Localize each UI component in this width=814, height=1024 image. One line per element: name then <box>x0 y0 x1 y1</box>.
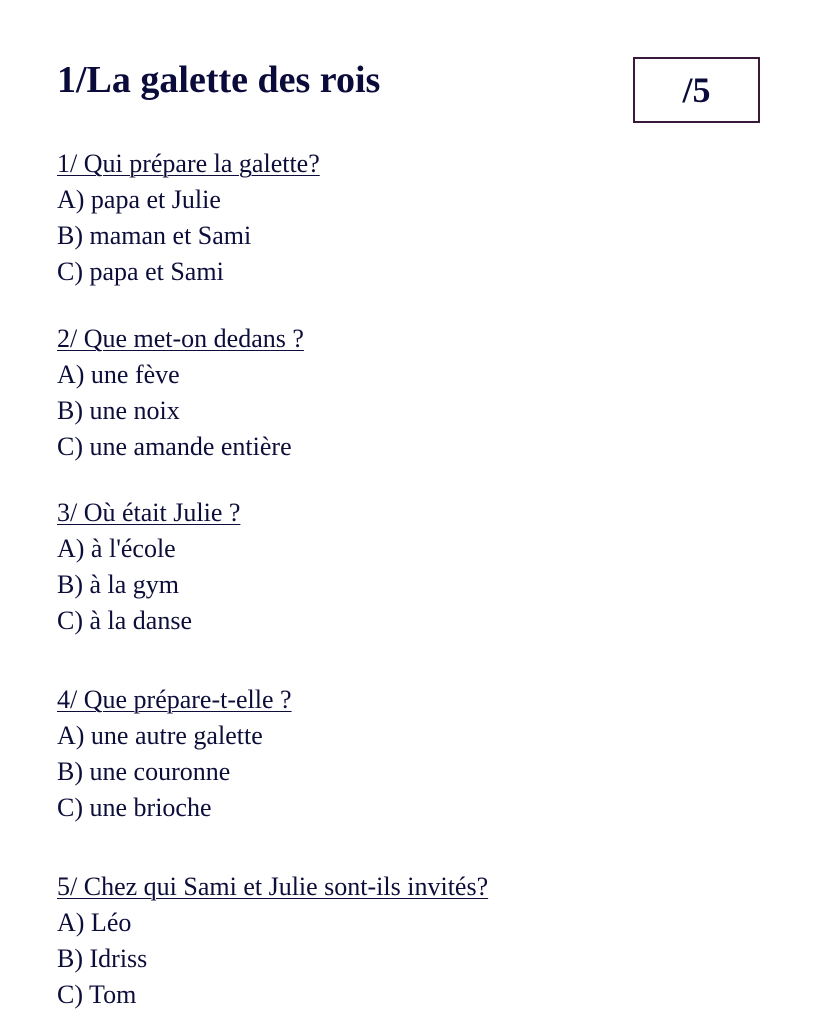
question-2 <box>57 321 304 465</box>
question-5-text: 5/ Chez qui Sami et Julie sont-ils invités? <box>57 872 489 901</box>
question-1-text: 1/ Qui prépare la galette? <box>57 149 320 178</box>
question-3-option-a: A) à l'école <box>57 534 176 563</box>
question-4-text: 4/ Que prépare-t-elle ? <box>57 685 292 714</box>
question-1-option-c: C) papa et Sami <box>57 257 224 286</box>
question-5-option-c: C) Tom <box>57 980 137 1009</box>
question-4-option-c: C) une brioche <box>57 793 212 822</box>
question-2-option-c: C) une amande entière <box>57 432 292 461</box>
question-2-text: 2/ Que met-on dedans ? <box>57 324 304 353</box>
score-label: /5 <box>682 70 711 110</box>
question-5 <box>57 869 488 1013</box>
page-title: 1/La galette des rois <box>57 59 381 101</box>
question-5-option-b: B) Idriss <box>57 944 148 973</box>
score-box <box>633 57 760 123</box>
question-3-text: 3/ Où était Julie ? <box>57 498 241 527</box>
question-1-option-b: B) maman et Sami <box>57 221 252 250</box>
question-2-option-b: B) une noix <box>57 396 180 425</box>
question-3-option-c: C) à la danse <box>57 606 193 635</box>
question-4 <box>57 682 292 826</box>
question-5-option-a: A) Léo <box>57 908 132 937</box>
question-4-option-b: B) une couronne <box>57 757 231 786</box>
question-2-option-a: A) une fève <box>57 360 180 389</box>
question-1 <box>57 146 320 290</box>
question-1-option-a: A) papa et Julie <box>57 185 221 214</box>
question-3-option-b: B) à la gym <box>57 570 180 599</box>
question-4-option-a: A) une autre galette <box>57 721 263 750</box>
question-3 <box>57 495 240 639</box>
